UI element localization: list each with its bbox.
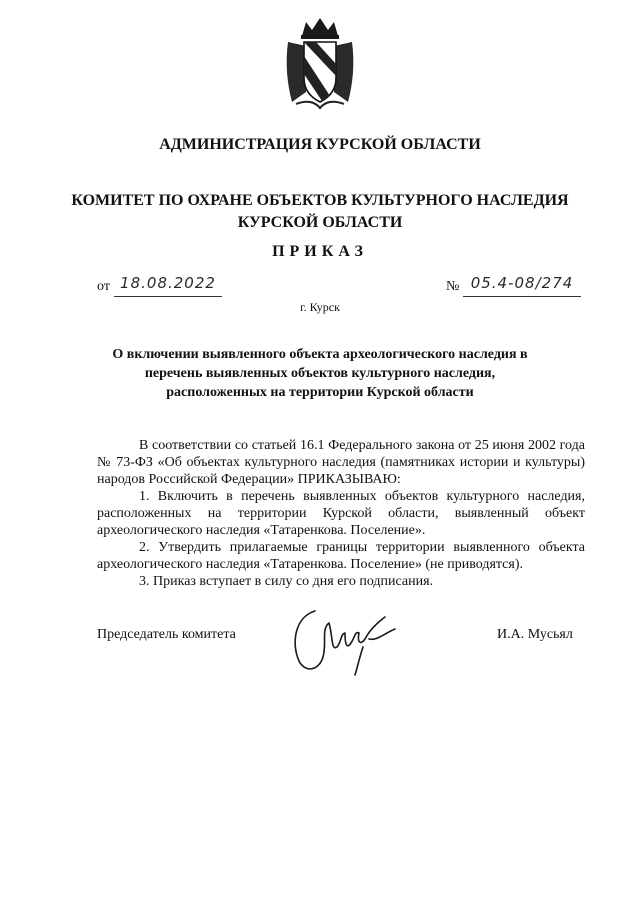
- order-subject: [90, 345, 550, 402]
- number-value: 05.4-08/274: [463, 274, 581, 297]
- date-label: от: [97, 279, 110, 294]
- subject-line2: перечень выявленных объектов культурного наследия,: [144, 366, 496, 381]
- handwritten-signature-icon: [285, 603, 405, 678]
- subject-line1: О включении выявленного объекта археологического наследия в: [112, 347, 528, 362]
- body-item-2: 2. Утвердить прилагаемые границы территории выявленного объекта археологического наследия «Татаренкова. Поселение» (не приводятся).: [97, 540, 585, 572]
- signatory-position: Председатель комитета: [97, 627, 236, 642]
- date-value: 18.08.2022: [114, 274, 222, 297]
- body-intro: В соответствии со статьей 16.1 Федерального закона от 25 июня 2002 года № 73-ФЗ «Об объектах культурного наследия (памятниках истории и культуры) народов Российской Федерации» ПРИКАЗЫВАЮ:: [97, 438, 585, 487]
- signatory-name: И.А. Мусьял: [497, 627, 573, 642]
- coat-of-arms-icon: [282, 12, 358, 112]
- committee-name-line1: КОМИТЕТ ПО ОХРАНЕ ОБЪЕКТОВ КУЛЬТУРНОГО НАСЛЕДИЯ: [71, 192, 569, 209]
- body-item-1: 1. Включить в перечень выявленных объектов культурного наследия, расположенных на территории Курской области, выявленный объект археологического наследия «Татаренкова. Поселение».: [97, 489, 585, 538]
- organization-name: АДМИНИСТРАЦИЯ КУРСКОЙ ОБЛАСТИ: [159, 136, 481, 153]
- committee-name: [0, 190, 640, 234]
- number-label: №: [446, 279, 460, 294]
- committee-name-line2: КУРСКОЙ ОБЛАСТИ: [237, 214, 403, 231]
- city-name: г. Курск: [300, 300, 340, 314]
- subject-line3: расположенных на территории Курской области: [166, 385, 474, 400]
- order-body: [97, 437, 585, 590]
- document-type: ПРИКАЗ: [272, 243, 368, 260]
- body-item-3: 3. Приказ вступает в силу со дня его подписания.: [139, 574, 434, 589]
